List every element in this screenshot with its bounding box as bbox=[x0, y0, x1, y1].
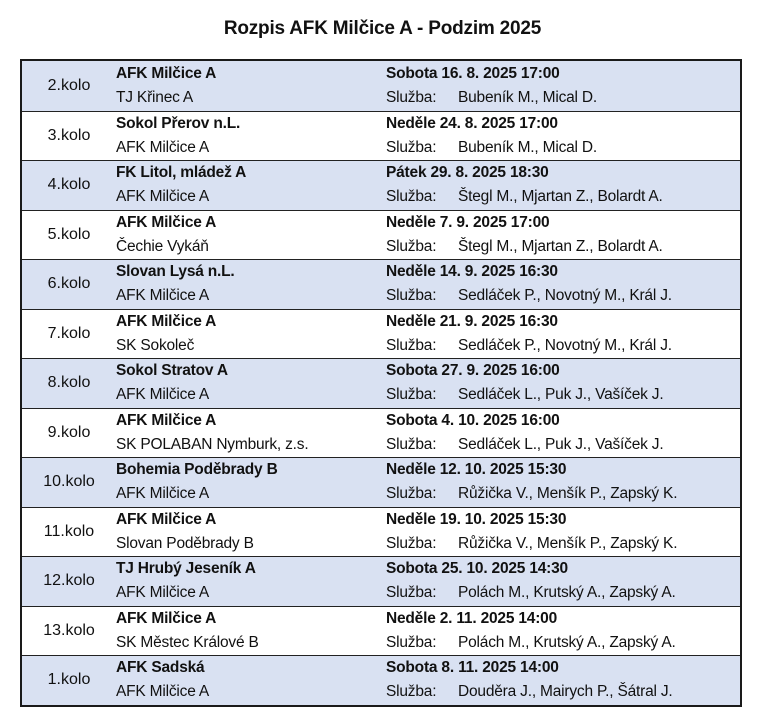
duty-label: Služba: bbox=[386, 287, 437, 305]
duty-names: Sedláček L., Puk J., Vašíček J. bbox=[458, 386, 664, 404]
home-team: Sokol Stratov A bbox=[116, 362, 228, 380]
duty-line bbox=[386, 235, 740, 259]
home-team: AFK Milčice A bbox=[116, 510, 217, 528]
round-label: 10.kolo bbox=[43, 473, 95, 491]
home-team: AFK Milčice A bbox=[116, 312, 217, 330]
match-row bbox=[22, 309, 740, 359]
match-row bbox=[22, 556, 740, 606]
duty-line bbox=[386, 532, 740, 556]
match-row bbox=[22, 655, 740, 705]
round-label: 11.kolo bbox=[43, 522, 95, 540]
match-row bbox=[22, 606, 740, 656]
round-label: 8.kolo bbox=[47, 374, 91, 392]
match-datetime: Neděle 12. 10. 2025 15:30 bbox=[386, 461, 567, 479]
home-team: TJ Hrubý Jeseník A bbox=[116, 560, 256, 578]
match-datetime: Neděle 24. 8. 2025 17:00 bbox=[386, 114, 558, 132]
round-label: 6.kolo bbox=[47, 275, 91, 293]
away-team: AFK Milčice A bbox=[116, 287, 210, 305]
info-cell bbox=[386, 310, 740, 359]
round-label: 9.kolo bbox=[47, 423, 91, 441]
home-team: Sokol Přerov n.L. bbox=[116, 114, 241, 132]
teams-cell bbox=[116, 112, 386, 161]
duty-names: Sedláček P., Novotný M., Král J. bbox=[458, 336, 672, 354]
round-label: 3.kolo bbox=[47, 126, 91, 144]
teams-cell bbox=[116, 557, 386, 606]
teams-cell bbox=[116, 607, 386, 656]
match-datetime: Neděle 2. 11. 2025 14:00 bbox=[386, 609, 557, 627]
duty-line bbox=[386, 433, 740, 457]
duty-names: Bubeník M., Mical D. bbox=[458, 88, 597, 106]
duty-names: Polách M., Krutský A., Zapský A. bbox=[458, 633, 676, 651]
duty-line bbox=[386, 334, 740, 358]
info-cell bbox=[386, 161, 740, 210]
duty-label: Služba: bbox=[386, 188, 437, 206]
match-datetime: Pátek 29. 8. 2025 18:30 bbox=[386, 164, 549, 182]
match-row bbox=[22, 61, 740, 111]
duty-names: Štegl M., Mjartan Z., Bolardt A. bbox=[458, 237, 663, 255]
match-datetime: Sobota 27. 9. 2025 16:00 bbox=[386, 362, 560, 380]
teams-cell bbox=[116, 458, 386, 507]
match-datetime: Neděle 19. 10. 2025 15:30 bbox=[386, 510, 567, 528]
duty-line bbox=[386, 383, 740, 407]
match-row bbox=[22, 358, 740, 408]
duty-line bbox=[386, 581, 740, 605]
duty-label: Služba: bbox=[386, 237, 437, 255]
match-datetime: Neděle 7. 9. 2025 17:00 bbox=[386, 213, 550, 231]
duty-names: Polách M., Krutský A., Zapský A. bbox=[458, 584, 676, 602]
match-datetime: Neděle 21. 9. 2025 16:30 bbox=[386, 312, 558, 330]
match-datetime: Sobota 8. 11. 2025 14:00 bbox=[386, 659, 559, 677]
duty-line bbox=[386, 680, 740, 704]
duty-names: Douděra J., Mairych P., Šátral J. bbox=[458, 683, 673, 701]
home-team: Bohemia Poděbrady B bbox=[116, 461, 278, 479]
away-team: AFK Milčice A bbox=[116, 485, 210, 503]
duty-line bbox=[386, 185, 740, 209]
schedule-table bbox=[20, 59, 742, 707]
duty-label: Služba: bbox=[386, 584, 437, 602]
page-title: Rozpis AFK Milčice A - Podzim 2025 bbox=[223, 18, 542, 39]
away-team: SK Sokoleč bbox=[116, 336, 195, 354]
duty-names: Sedláček P., Novotný M., Král J. bbox=[458, 287, 672, 305]
info-cell bbox=[386, 61, 740, 111]
match-datetime: Sobota 16. 8. 2025 17:00 bbox=[386, 64, 560, 82]
duty-line bbox=[386, 482, 740, 506]
home-team: FK Litol, mládež A bbox=[116, 164, 247, 182]
teams-cell bbox=[116, 359, 386, 408]
match-row bbox=[22, 210, 740, 260]
match-row bbox=[22, 507, 740, 557]
away-team: AFK Milčice A bbox=[116, 138, 210, 156]
teams-cell bbox=[116, 409, 386, 458]
round-label: 7.kolo bbox=[47, 324, 91, 342]
away-team: SK Městec Králové B bbox=[116, 633, 259, 651]
duty-line bbox=[386, 631, 740, 655]
home-team: AFK Milčice A bbox=[116, 213, 217, 231]
away-team: AFK Milčice A bbox=[116, 683, 210, 701]
match-row bbox=[22, 111, 740, 161]
teams-cell bbox=[116, 508, 386, 557]
info-cell bbox=[386, 458, 740, 507]
round-label: 13.kolo bbox=[43, 621, 95, 639]
match-row bbox=[22, 457, 740, 507]
match-datetime: Neděle 14. 9. 2025 16:30 bbox=[386, 263, 558, 281]
match-row bbox=[22, 160, 740, 210]
away-team: AFK Milčice A bbox=[116, 584, 210, 602]
match-row bbox=[22, 259, 740, 309]
teams-cell bbox=[116, 310, 386, 359]
match-datetime: Sobota 4. 10. 2025 16:00 bbox=[386, 411, 560, 429]
duty-label: Služba: bbox=[386, 88, 437, 106]
duty-label: Služba: bbox=[386, 435, 437, 453]
teams-cell bbox=[116, 61, 386, 111]
match-datetime: Sobota 25. 10. 2025 14:30 bbox=[386, 560, 568, 578]
round-label: 4.kolo bbox=[47, 176, 91, 194]
info-cell bbox=[386, 409, 740, 458]
home-team: AFK Milčice A bbox=[116, 64, 217, 82]
teams-cell bbox=[116, 211, 386, 260]
match-row bbox=[22, 408, 740, 458]
away-team: TJ Křinec A bbox=[116, 88, 194, 106]
away-team: Čechie Vykáň bbox=[116, 237, 209, 255]
teams-cell bbox=[116, 260, 386, 309]
home-team: AFK Milčice A bbox=[116, 411, 217, 429]
duty-line bbox=[386, 86, 740, 110]
away-team: Slovan Poděbrady B bbox=[116, 534, 254, 552]
info-cell bbox=[386, 260, 740, 309]
duty-names: Štegl M., Mjartan Z., Bolardt A. bbox=[458, 188, 663, 206]
away-team: AFK Milčice A bbox=[116, 188, 210, 206]
duty-label: Služba: bbox=[386, 138, 437, 156]
duty-label: Služba: bbox=[386, 386, 437, 404]
round-label: 1.kolo bbox=[47, 671, 91, 689]
duty-names: Bubeník M., Mical D. bbox=[458, 138, 597, 156]
duty-label: Služba: bbox=[386, 534, 437, 552]
info-cell bbox=[386, 656, 740, 705]
duty-line bbox=[386, 284, 740, 308]
away-team: SK POLABAN Nymburk, z.s. bbox=[116, 435, 309, 453]
info-cell bbox=[386, 557, 740, 606]
duty-names: Růžička V., Menšík P., Zapský K. bbox=[458, 485, 678, 503]
duty-line bbox=[386, 136, 740, 160]
duty-label: Služba: bbox=[386, 336, 437, 354]
info-cell bbox=[386, 211, 740, 260]
info-cell bbox=[386, 508, 740, 557]
duty-names: Sedláček L., Puk J., Vašíček J. bbox=[458, 435, 664, 453]
duty-label: Služba: bbox=[386, 485, 437, 503]
duty-label: Služba: bbox=[386, 633, 437, 651]
round-label: 2.kolo bbox=[47, 76, 91, 94]
info-cell bbox=[386, 607, 740, 656]
home-team: Slovan Lysá n.L. bbox=[116, 263, 235, 281]
home-team: AFK Sadská bbox=[116, 659, 205, 677]
duty-label: Služba: bbox=[386, 683, 437, 701]
round-label: 5.kolo bbox=[47, 225, 91, 243]
home-team: AFK Milčice A bbox=[116, 609, 217, 627]
duty-names: Růžička V., Menšík P., Zapský K. bbox=[458, 534, 678, 552]
info-cell bbox=[386, 359, 740, 408]
info-cell bbox=[386, 112, 740, 161]
round-label: 12.kolo bbox=[43, 572, 95, 590]
teams-cell bbox=[116, 656, 386, 705]
teams-cell bbox=[116, 161, 386, 210]
away-team: AFK Milčice A bbox=[116, 386, 210, 404]
